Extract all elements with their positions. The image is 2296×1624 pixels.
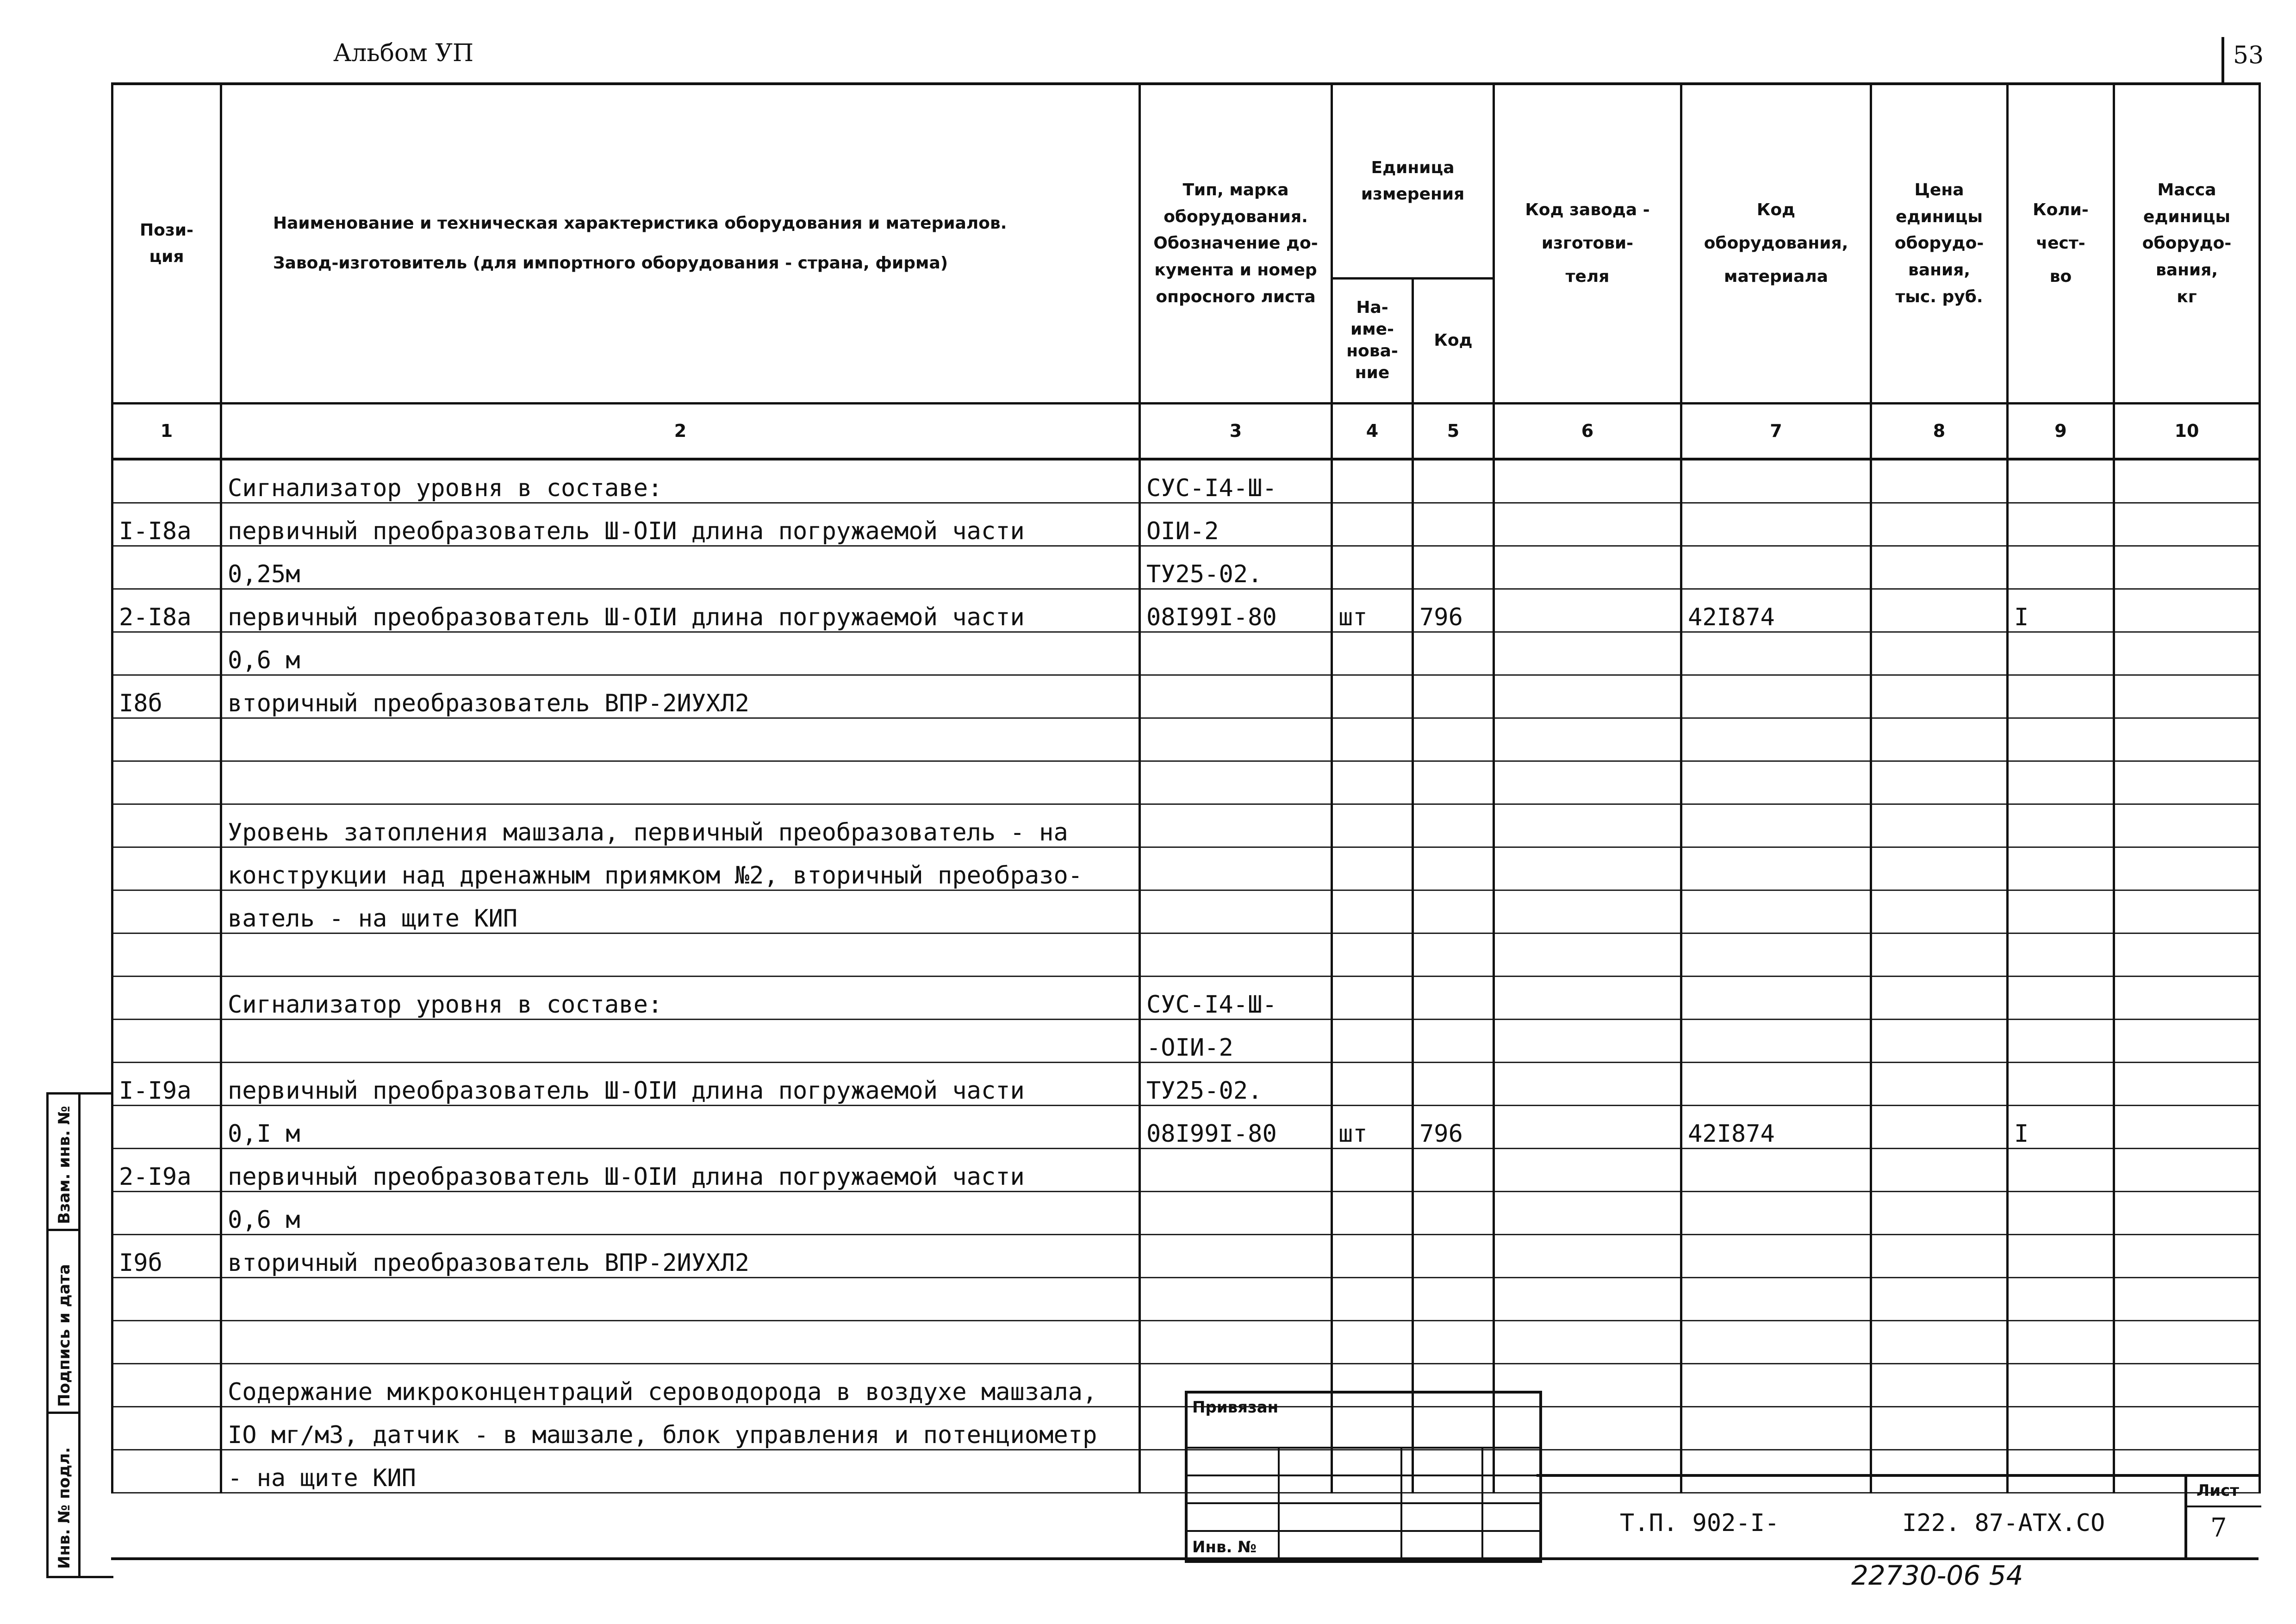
- cell-type: [1140, 1234, 1332, 1277]
- cell-qty: [2008, 632, 2114, 675]
- cell-unit: шт: [1332, 589, 1413, 632]
- cell-equip: [1681, 890, 1871, 933]
- cell-name: ватель - на щите КИП: [221, 890, 1140, 933]
- cell-equip: [1681, 1062, 1871, 1105]
- cell-price: [1871, 632, 2008, 675]
- cell-code: [1413, 503, 1494, 546]
- cell-maker: [1494, 718, 1681, 761]
- cell-equip: [1681, 761, 1871, 804]
- cell-mass: [2114, 675, 2260, 718]
- strip-label: Инв. № подл.: [55, 1447, 74, 1569]
- cell-type: [1140, 675, 1332, 718]
- cell-name: [221, 933, 1140, 976]
- table-row: [112, 976, 2260, 1019]
- cell-maker: [1494, 890, 1681, 933]
- cell-unit: [1332, 761, 1413, 804]
- cell-pos: [112, 1105, 221, 1148]
- sheet-box: [2184, 1477, 2261, 1560]
- stamp-line: [1188, 1447, 1539, 1449]
- cell-maker: [1494, 1277, 1681, 1320]
- binding-stamp: [1185, 1391, 1542, 1563]
- table-row: [112, 1234, 2260, 1277]
- cell-qty: [2008, 1062, 2114, 1105]
- cell-code: [1413, 1148, 1494, 1191]
- cell-unit: [1332, 1277, 1413, 1320]
- cell-qty: I: [2008, 589, 2114, 632]
- column-number: 4: [1332, 403, 1413, 459]
- cell-mass: [2114, 1019, 2260, 1062]
- cell-mass: [2114, 890, 2260, 933]
- cell-price: [1871, 503, 2008, 546]
- table-row: [112, 1019, 2260, 1062]
- cell-unit: [1332, 1320, 1413, 1363]
- table-row: [112, 1105, 2260, 1148]
- cell-qty: [2008, 1406, 2114, 1450]
- stamp-line: [1188, 1530, 1539, 1532]
- cell-name: [221, 1277, 1140, 1320]
- header-type: Тип, марка оборудования. Обозначение до- кумента и номер опросного листа: [1140, 84, 1332, 403]
- table-row: [112, 632, 2260, 675]
- cell-equip: [1681, 503, 1871, 546]
- table-row: [112, 589, 2260, 632]
- cell-code: 796: [1413, 1105, 1494, 1148]
- document-code-suffix: I22. 87-АТХ.СО: [1902, 1509, 2105, 1537]
- cell-maker: [1494, 1105, 1681, 1148]
- cell-equip: [1681, 632, 1871, 675]
- cell-name: первичный преобразователь Ш-ОIИ длина погружаемой части: [221, 1062, 1140, 1105]
- table-row: [112, 1320, 2260, 1363]
- cell-name: вторичный преобразователь ВПР-2ИУХЛ2: [221, 1234, 1140, 1277]
- cell-mass: [2114, 804, 2260, 847]
- table-row: [112, 847, 2260, 890]
- cell-type: [1140, 890, 1332, 933]
- header-mass: Масса единицы оборудо- вания, кг: [2114, 84, 2260, 403]
- cell-maker: [1494, 459, 1681, 503]
- album-title: Альбом УП: [333, 39, 474, 67]
- cell-name: первичный преобразователь Ш-ОIИ длина погружаемой части: [221, 503, 1140, 546]
- cell-type: [1140, 761, 1332, 804]
- cell-price: [1871, 1191, 2008, 1234]
- cell-type: ОIИ-2: [1140, 503, 1332, 546]
- strip-cell-signature: [49, 1231, 78, 1414]
- cell-qty: [2008, 804, 2114, 847]
- cell-type: [1140, 718, 1332, 761]
- table-row: [112, 675, 2260, 718]
- table-row: [112, 933, 2260, 976]
- cell-qty: [2008, 1320, 2114, 1363]
- cell-qty: [2008, 675, 2114, 718]
- header-unit: Единица измерения: [1332, 84, 1494, 278]
- cell-mass: [2114, 847, 2260, 890]
- cell-type: ТУ25-02.: [1140, 546, 1332, 589]
- cell-pos: [112, 804, 221, 847]
- cell-unit: [1332, 1062, 1413, 1105]
- cell-maker: [1494, 847, 1681, 890]
- cell-unit: [1332, 546, 1413, 589]
- column-number: 7: [1681, 403, 1871, 459]
- cell-pos: I8б: [112, 675, 221, 718]
- column-number-row: [112, 403, 2260, 459]
- cell-unit: [1332, 718, 1413, 761]
- cell-price: [1871, 1062, 2008, 1105]
- strip-divider: [78, 1095, 81, 1576]
- cell-price: [1871, 546, 2008, 589]
- strip-label: Подпись и дата: [55, 1264, 74, 1407]
- cell-unit: [1332, 847, 1413, 890]
- cell-maker: [1494, 632, 1681, 675]
- cell-equip: [1681, 1191, 1871, 1234]
- cell-name: конструкции над дренажным приямком №2, вторичный преобразо-: [221, 847, 1140, 890]
- cell-name: [221, 718, 1140, 761]
- sheet-divider: [2187, 1506, 2261, 1507]
- cell-equip: [1681, 1406, 1871, 1450]
- header-price: Цена единицы оборудо- вания, тыс. руб.: [1871, 84, 2008, 403]
- cell-maker: [1494, 589, 1681, 632]
- cell-qty: [2008, 459, 2114, 503]
- stamp-line: [1188, 1502, 1539, 1504]
- cell-pos: [112, 459, 221, 503]
- strip-label: Взам. инв. №: [55, 1106, 74, 1224]
- cell-qty: [2008, 890, 2114, 933]
- table-row: [112, 459, 2260, 503]
- cell-mass: [2114, 1062, 2260, 1105]
- cell-equip: [1681, 1363, 1871, 1406]
- cell-equip: [1681, 976, 1871, 1019]
- cell-qty: [2008, 1234, 2114, 1277]
- cell-name: 0,25м: [221, 546, 1140, 589]
- cell-pos: [112, 890, 221, 933]
- cell-maker: [1494, 933, 1681, 976]
- title-block: [1537, 1474, 2259, 1560]
- cell-name: вторичный преобразователь ВПР-2ИУХЛ2: [221, 675, 1140, 718]
- cell-qty: I: [2008, 1105, 2114, 1148]
- cell-type: [1140, 632, 1332, 675]
- cell-type: [1140, 804, 1332, 847]
- cell-mass: [2114, 933, 2260, 976]
- cell-equip: [1681, 933, 1871, 976]
- cell-name: - на щите КИП: [221, 1450, 1140, 1493]
- cell-unit: [1332, 632, 1413, 675]
- cell-mass: [2114, 1191, 2260, 1234]
- cell-qty: [2008, 976, 2114, 1019]
- cell-code: [1413, 976, 1494, 1019]
- cell-type: -ОIИ-2: [1140, 1019, 1332, 1062]
- cell-code: [1413, 459, 1494, 503]
- cell-type: 08I99I-80: [1140, 1105, 1332, 1148]
- cell-unit: [1332, 890, 1413, 933]
- cell-name: 0,I м: [221, 1105, 1140, 1148]
- cell-mass: [2114, 503, 2260, 546]
- cell-name: [221, 1019, 1140, 1062]
- document-code-prefix: Т.П. 902-I-: [1620, 1509, 1780, 1537]
- cell-equip: [1681, 546, 1871, 589]
- cell-unit: [1332, 1148, 1413, 1191]
- cell-code: [1413, 1277, 1494, 1320]
- header-unit-name: На- име- нова- ние: [1332, 278, 1413, 403]
- header-quantity: Коли- чест- во: [2008, 84, 2114, 403]
- cell-code: [1413, 847, 1494, 890]
- table-row: [112, 1148, 2260, 1191]
- cell-type: 08I99I-80: [1140, 589, 1332, 632]
- cell-type: [1140, 1191, 1332, 1234]
- cell-pos: I9б: [112, 1234, 221, 1277]
- cell-qty: [2008, 761, 2114, 804]
- cell-equip: [1681, 847, 1871, 890]
- table-row: [112, 1277, 2260, 1320]
- cell-name: [221, 1320, 1140, 1363]
- header-name: Наименование и техническая характеристика оборудования и материалов. Завод-изготовитель (для импортного оборудования - страна, фирма): [221, 84, 1140, 403]
- header-unit-code: Код: [1413, 278, 1494, 403]
- cell-unit: [1332, 1019, 1413, 1062]
- cell-mass: [2114, 546, 2260, 589]
- cell-price: [1871, 459, 2008, 503]
- cell-code: [1413, 761, 1494, 804]
- cell-pos: [112, 718, 221, 761]
- cell-price: [1871, 890, 2008, 933]
- cell-qty: [2008, 847, 2114, 890]
- stamp-line: [1188, 1475, 1539, 1476]
- cell-mass: [2114, 1320, 2260, 1363]
- stamp-label: Привязан: [1192, 1398, 1279, 1417]
- cell-type: СУС-I4-Ш-: [1140, 976, 1332, 1019]
- sheet-number: 7: [2210, 1513, 2227, 1543]
- cell-unit: [1332, 1191, 1413, 1234]
- cell-name: 0,6 м: [221, 632, 1140, 675]
- cell-mass: [2114, 761, 2260, 804]
- cell-mass: [2114, 1148, 2260, 1191]
- sheet-label: Лист: [2196, 1481, 2239, 1500]
- cell-pos: 2-I8а: [112, 589, 221, 632]
- cell-pos: [112, 1363, 221, 1406]
- cell-name: первичный преобразователь Ш-ОIИ длина погружаемой части: [221, 589, 1140, 632]
- cell-unit: [1332, 459, 1413, 503]
- cell-price: [1871, 976, 2008, 1019]
- stamp-line: [1278, 1447, 1280, 1560]
- cell-equip: 42I874: [1681, 589, 1871, 632]
- cell-pos: [112, 1191, 221, 1234]
- cell-pos: [112, 1019, 221, 1062]
- cell-maker: [1494, 976, 1681, 1019]
- cell-code: [1413, 1234, 1494, 1277]
- page-number: 53: [2233, 42, 2264, 69]
- table-row: [112, 804, 2260, 847]
- left-signature-strip: [46, 1092, 113, 1578]
- cell-maker: [1494, 761, 1681, 804]
- cell-pos: [112, 847, 221, 890]
- cell-pos: [112, 546, 221, 589]
- cell-price: [1871, 761, 2008, 804]
- table-row: [112, 546, 2260, 589]
- cell-maker: [1494, 675, 1681, 718]
- cell-type: [1140, 1277, 1332, 1320]
- cell-mass: [2114, 718, 2260, 761]
- cell-mass: [2114, 1363, 2260, 1406]
- column-number: 5: [1413, 403, 1494, 459]
- cell-price: [1871, 1148, 2008, 1191]
- column-number: 9: [2008, 403, 2114, 459]
- cell-maker: [1494, 1019, 1681, 1062]
- cell-qty: [2008, 1019, 2114, 1062]
- cell-mass: [2114, 589, 2260, 632]
- cell-price: [1871, 804, 2008, 847]
- cell-pos: [112, 1450, 221, 1493]
- cell-type: СУС-I4-Ш-: [1140, 459, 1332, 503]
- cell-pos: [112, 1277, 221, 1320]
- cell-pos: [112, 1320, 221, 1363]
- cell-unit: [1332, 503, 1413, 546]
- cell-unit: [1332, 976, 1413, 1019]
- cell-code: [1413, 546, 1494, 589]
- table-row: [112, 718, 2260, 761]
- cell-name: первичный преобразователь Ш-ОIИ длина погружаемой части: [221, 1148, 1140, 1191]
- table-row: [112, 503, 2260, 546]
- cell-mass: [2114, 459, 2260, 503]
- cell-code: [1413, 718, 1494, 761]
- cell-type: [1140, 1148, 1332, 1191]
- cell-maker: [1494, 1062, 1681, 1105]
- stamp-line: [1400, 1447, 1402, 1560]
- cell-pos: [112, 1406, 221, 1450]
- cell-price: [1871, 1363, 2008, 1406]
- cell-price: [1871, 933, 2008, 976]
- cell-equip: [1681, 804, 1871, 847]
- cell-maker: [1494, 546, 1681, 589]
- stamp-inventory-label: Инв. №: [1192, 1538, 1257, 1556]
- cell-maker: [1494, 1191, 1681, 1234]
- cell-pos: 2-I9а: [112, 1148, 221, 1191]
- cell-code: [1413, 1062, 1494, 1105]
- column-number: 8: [1871, 403, 2008, 459]
- cell-code: [1413, 675, 1494, 718]
- cell-mass: [2114, 1105, 2260, 1148]
- cell-type: [1140, 1320, 1332, 1363]
- cell-maker: [1494, 503, 1681, 546]
- column-number: 6: [1494, 403, 1681, 459]
- column-number: 10: [2114, 403, 2260, 459]
- cell-price: [1871, 1105, 2008, 1148]
- cell-maker: [1494, 804, 1681, 847]
- cell-mass: [2114, 632, 2260, 675]
- page-number-divider: [2221, 37, 2224, 83]
- cell-price: [1871, 1320, 2008, 1363]
- cell-code: [1413, 804, 1494, 847]
- cell-equip: [1681, 1320, 1871, 1363]
- cell-equip: 42I874: [1681, 1105, 1871, 1148]
- cell-type: [1140, 847, 1332, 890]
- table-row: [112, 761, 2260, 804]
- cell-unit: [1332, 675, 1413, 718]
- cell-type: [1140, 933, 1332, 976]
- cell-equip: [1681, 1019, 1871, 1062]
- cell-equip: [1681, 718, 1871, 761]
- column-number: 3: [1140, 403, 1332, 459]
- cell-qty: [2008, 503, 2114, 546]
- cell-qty: [2008, 1277, 2114, 1320]
- cell-pos: [112, 976, 221, 1019]
- cell-name: Уровень затопления машзала, первичный преобразователь - на: [221, 804, 1140, 847]
- cell-qty: [2008, 1191, 2114, 1234]
- cell-name: [221, 761, 1140, 804]
- cell-pos: [112, 761, 221, 804]
- cell-pos: I-I8а: [112, 503, 221, 546]
- cell-code: [1413, 933, 1494, 976]
- specification-table: [111, 82, 2261, 1493]
- archive-number: 22730-06 54: [1851, 1560, 2023, 1591]
- cell-name: 0,6 м: [221, 1191, 1140, 1234]
- cell-code: [1413, 1320, 1494, 1363]
- cell-pos: I-I9а: [112, 1062, 221, 1105]
- table-row: [112, 1062, 2260, 1105]
- table-row: [112, 890, 2260, 933]
- cell-type: ТУ25-02.: [1140, 1062, 1332, 1105]
- cell-name: IO мг/м3, датчик - в машзале, блок управления и потенциометр: [221, 1406, 1140, 1450]
- strip-cell-replacement: [49, 1095, 78, 1231]
- cell-code: [1413, 1191, 1494, 1234]
- cell-equip: [1681, 675, 1871, 718]
- cell-equip: [1681, 1234, 1871, 1277]
- strip-cell-inventory: [49, 1414, 78, 1574]
- cell-mass: [2114, 1406, 2260, 1450]
- cell-pos: [112, 933, 221, 976]
- cell-mass: [2114, 976, 2260, 1019]
- cell-name: Сигнализатор уровня в составе:: [221, 976, 1140, 1019]
- header-maker-code: Код завода - изготови- теля: [1494, 84, 1681, 403]
- cell-code: [1413, 632, 1494, 675]
- cell-qty: [2008, 1148, 2114, 1191]
- cell-qty: [2008, 546, 2114, 589]
- cell-pos: [112, 632, 221, 675]
- table-row: [112, 1191, 2260, 1234]
- cell-code: [1413, 890, 1494, 933]
- cell-unit: шт: [1332, 1105, 1413, 1148]
- cell-equip: [1681, 1277, 1871, 1320]
- cell-qty: [2008, 718, 2114, 761]
- cell-qty: [2008, 933, 2114, 976]
- cell-maker: [1494, 1320, 1681, 1363]
- stamp-line: [1481, 1447, 1483, 1560]
- cell-maker: [1494, 1234, 1681, 1277]
- column-number: 2: [221, 403, 1140, 459]
- cell-price: [1871, 589, 2008, 632]
- cell-equip: [1681, 459, 1871, 503]
- cell-code: [1413, 1019, 1494, 1062]
- cell-unit: [1332, 1234, 1413, 1277]
- cell-price: [1871, 1234, 2008, 1277]
- cell-price: [1871, 675, 2008, 718]
- cell-mass: [2114, 1234, 2260, 1277]
- cell-name: Сигнализатор уровня в составе:: [221, 459, 1140, 503]
- cell-price: [1871, 718, 2008, 761]
- cell-maker: [1494, 1148, 1681, 1191]
- cell-price: [1871, 1277, 2008, 1320]
- cell-name: Содержание микроконцентраций сероводорода в воздухе машзала,: [221, 1363, 1140, 1406]
- cell-unit: [1332, 804, 1413, 847]
- header-position: Пози- ция: [112, 84, 221, 403]
- cell-price: [1871, 1406, 2008, 1450]
- cell-price: [1871, 1019, 2008, 1062]
- cell-price: [1871, 847, 2008, 890]
- cell-mass: [2114, 1277, 2260, 1320]
- cell-code: 796: [1413, 589, 1494, 632]
- header-equipment-code: Код оборудования, материала: [1681, 84, 1871, 403]
- cell-qty: [2008, 1363, 2114, 1406]
- cell-unit: [1332, 933, 1413, 976]
- cell-equip: [1681, 1148, 1871, 1191]
- column-number: 1: [112, 403, 221, 459]
